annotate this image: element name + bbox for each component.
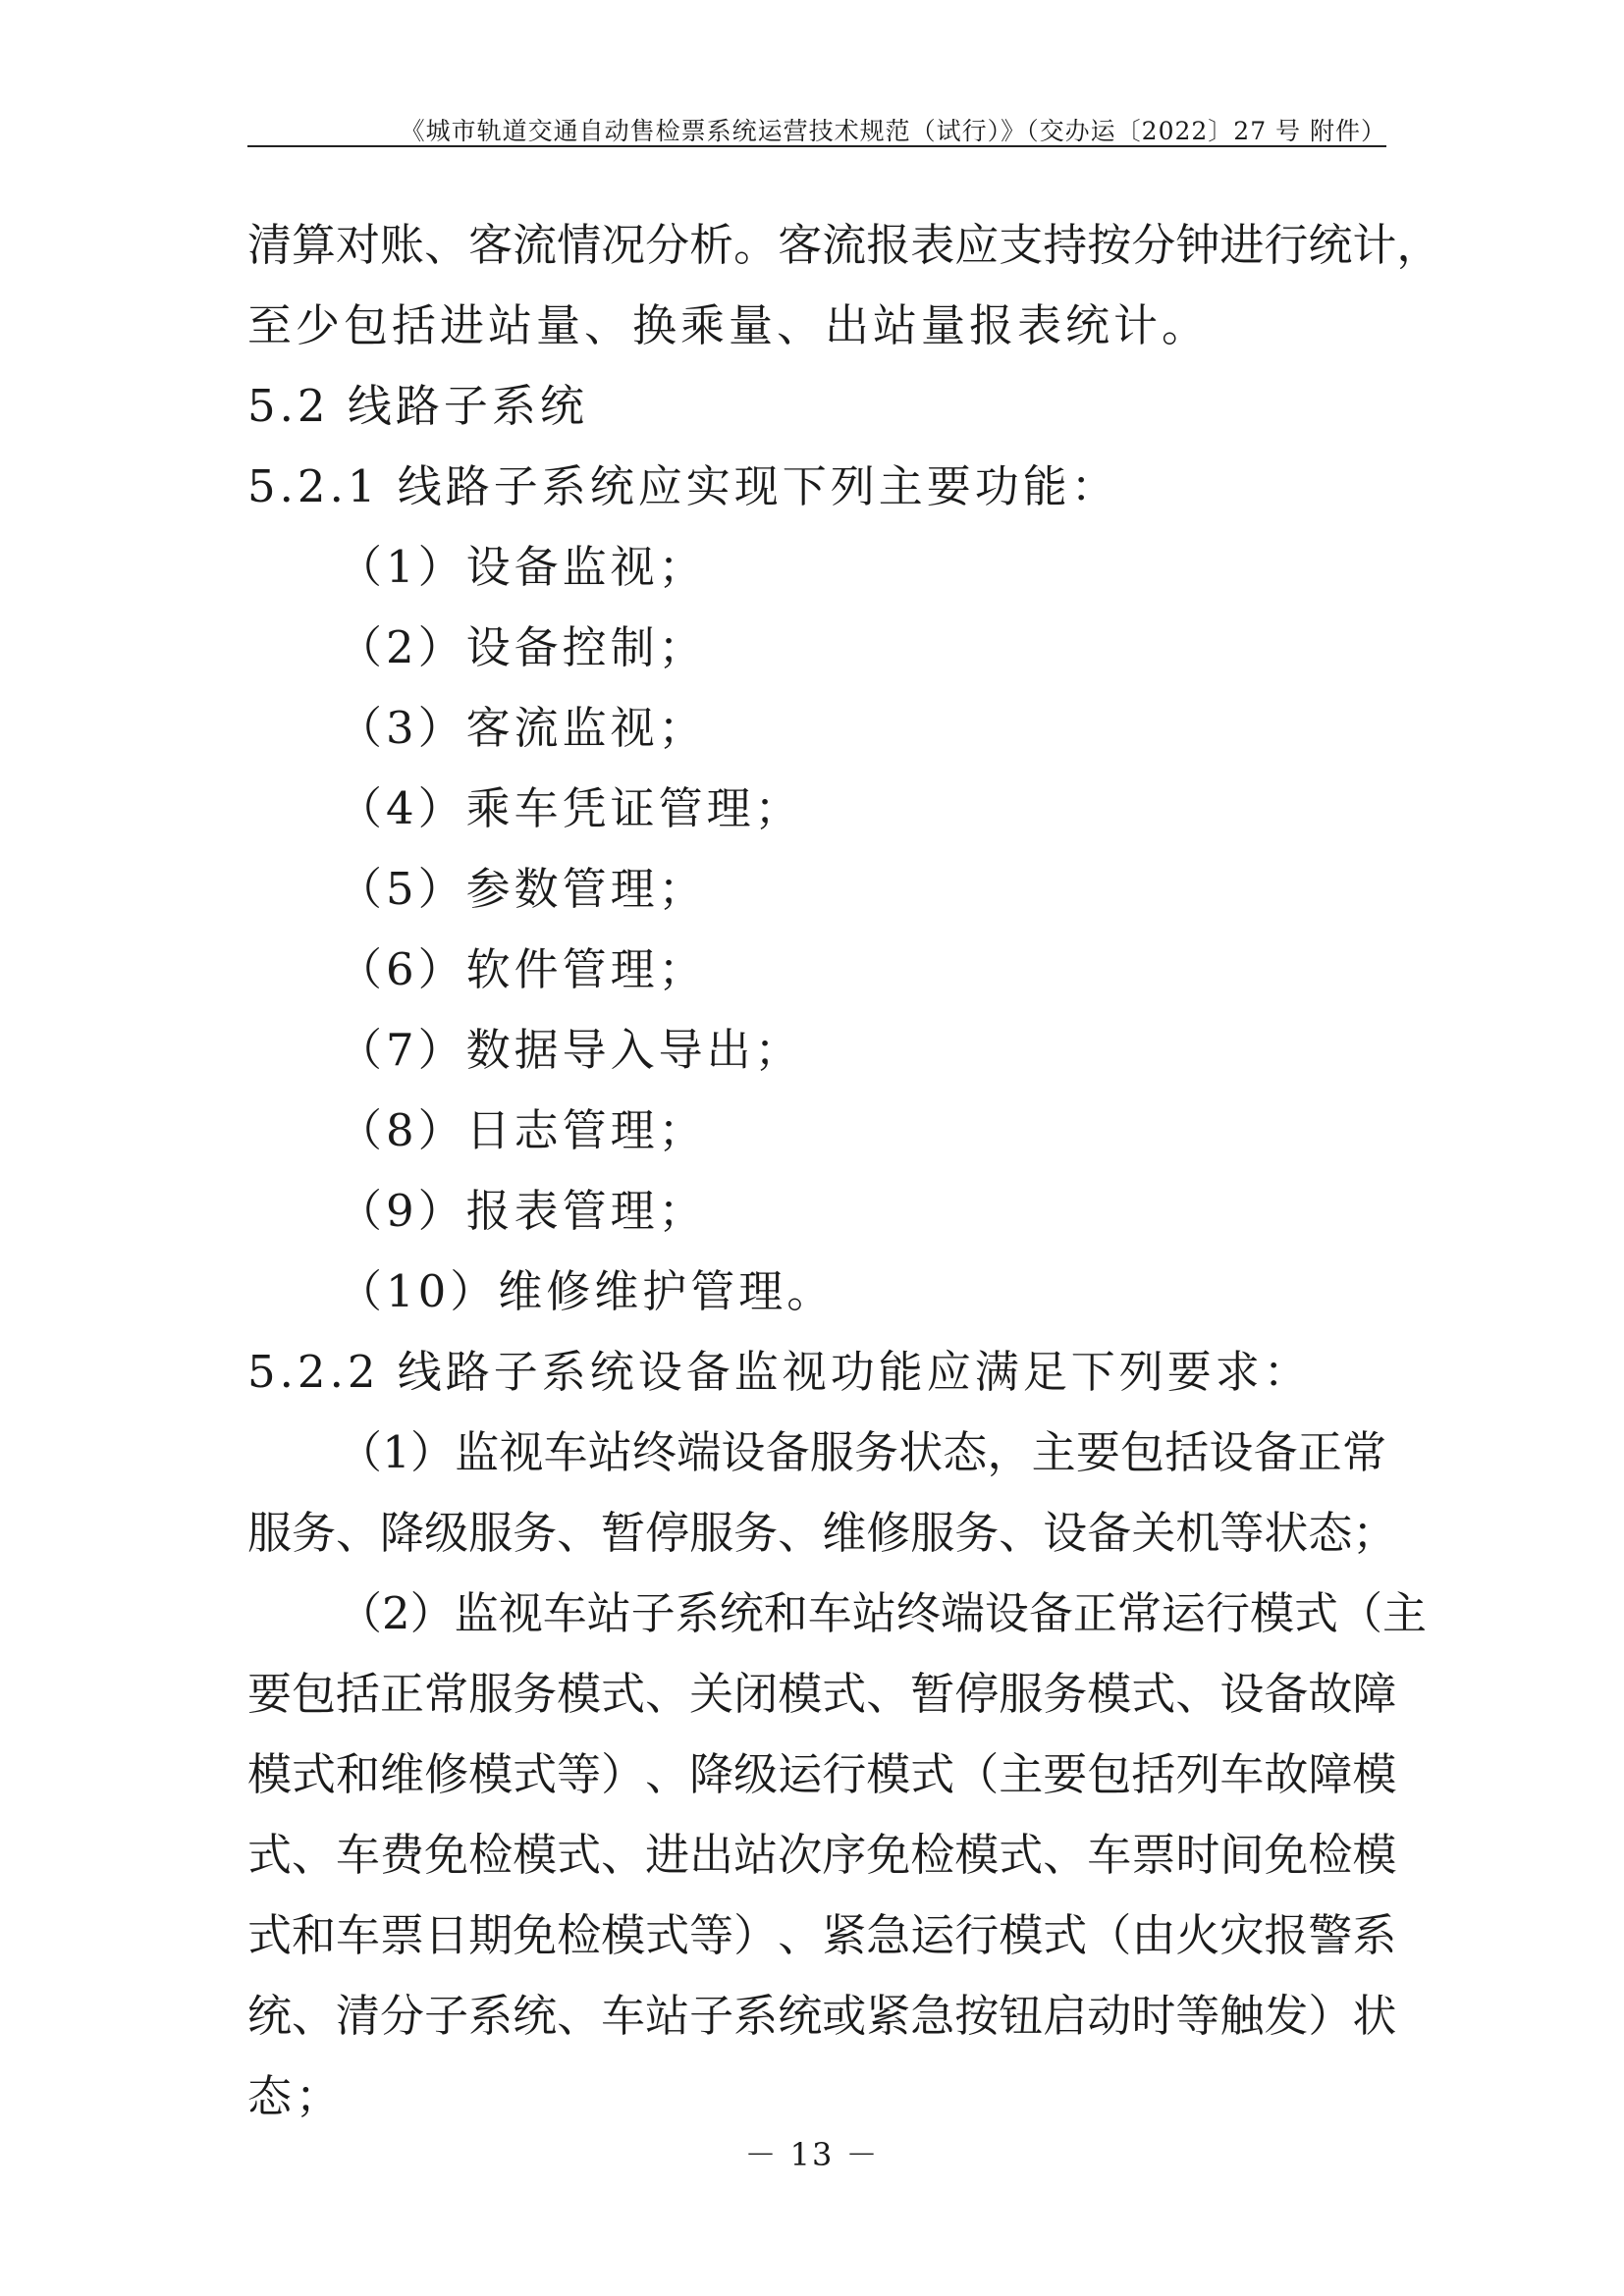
intro-line-2: 至少包括进站量、换乘量、出站量报表统计。 — [247, 299, 1211, 351]
function-item: （8）日志管理； — [338, 1104, 707, 1156]
monitor-item-2-line: 态； — [247, 2070, 345, 2122]
monitor-item-1-line: （ 1 ） 监 视 车 站 终 端 设 备 服 务 状 态 ， 主 要 包 括 设 备 正 常 — [338, 1426, 1386, 1478]
section-heading: 5.2 线路子系统 — [247, 380, 588, 432]
function-item: （1）设备监视； — [338, 541, 707, 593]
function-item: （10）维修维护管理。 — [338, 1265, 836, 1317]
function-item: （7）数据导入导出； — [338, 1024, 803, 1076]
function-item: （5）参数管理； — [338, 863, 707, 915]
header-divider — [247, 145, 1386, 147]
function-item: （6）软件管理； — [338, 943, 707, 995]
clause-5-2-1: 5.2.1 线路子系统应实现下列主要功能： — [247, 460, 1119, 512]
page-number: － 13 － — [744, 2136, 880, 2173]
clause-5-2-2: 5.2.2 线路子系统设备监视功能应满足下列要求： — [247, 1346, 1312, 1398]
monitor-item-2-line: （ 2 ） 监 视 车 站 子 系 统 和 车 站 终 端 设 备 正 常 运 行 模 式 （ 主 — [338, 1587, 1428, 1639]
monitor-item-2-line: 统 、 清 分 子 系 统 、 车 站 子 系 统 或 紧 急 按 钮 启 动 时 等 触 发 ） 状 — [247, 1990, 1397, 2042]
monitor-item-2-line: 式 和 车 票 日 期 免 检 模 式 等 ） 、 紧 急 运 行 模 式 （ 由 火 灾 报 警 系 — [247, 1909, 1397, 1961]
function-item: （4）乘车凭证管理； — [338, 782, 803, 834]
intro-line-1: 清 算 对 账 、 客 流 情 况 分 析 。 客 流 报 表 应 支 持 按 分 钟 进 行 统 计 ， — [247, 219, 1441, 271]
function-item: （3）客流监视； — [338, 702, 707, 754]
function-item: （2）设备控制； — [338, 621, 707, 673]
page-header: 《城市轨道交通自动售检票系统运营技术规范（试行）》（交办运〔2022〕27 号 附件） — [400, 117, 1386, 145]
monitor-item-2-line: 式 、 车 费 免 检 模 式 、 进 出 站 次 序 免 检 模 式 、 车 票 时 间 免 检 模 — [247, 1829, 1397, 1881]
monitor-item-2-line: 模 式 和 维 修 模 式 等 ） 、 降 级 运 行 模 式 （ 主 要 包 括 列 车 故 障 模 — [247, 1748, 1397, 1800]
monitor-item-2-line: 要 包 括 正 常 服 务 模 式 、 关 闭 模 式 、 暂 停 服 务 模 式 、 设 备 故 障 — [247, 1668, 1397, 1720]
function-item: （9）报表管理； — [338, 1185, 707, 1237]
monitor-item-1-line: 服 务 、 降 级 服 务 、 暂 停 服 务 、 维 修 服 务 、 设 备 关 机 等 状 态 ； — [247, 1507, 1397, 1559]
